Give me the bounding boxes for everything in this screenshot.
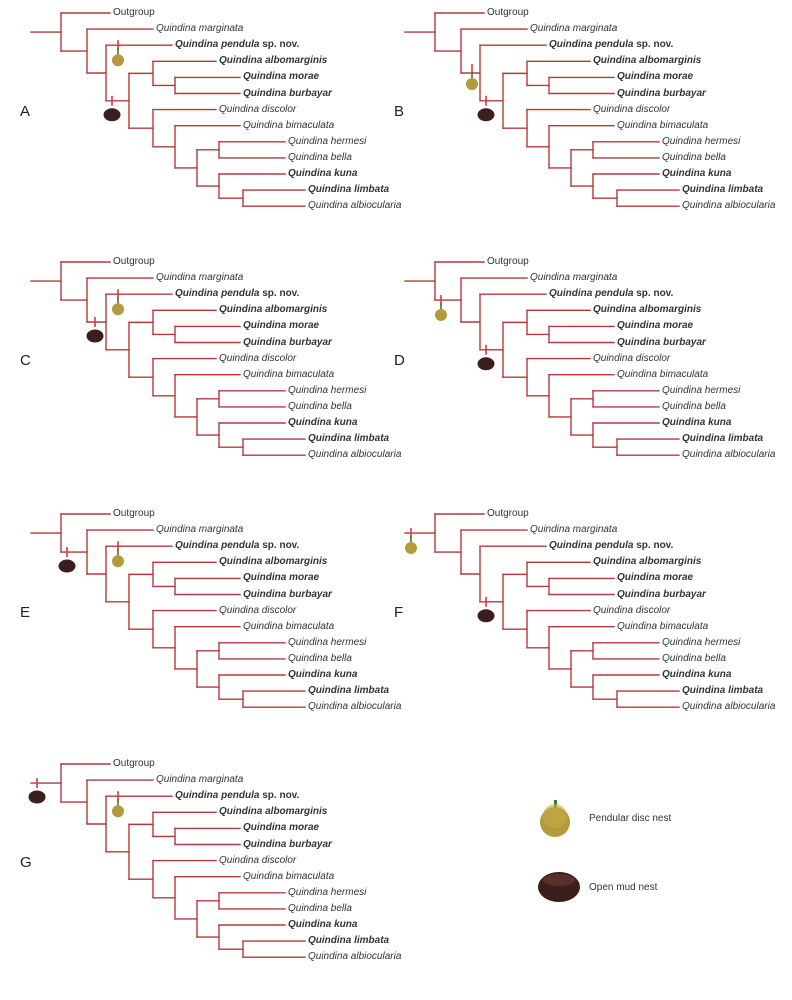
taxon-label: Quindina discolor	[219, 604, 297, 616]
taxon-name: Quindina burbayar	[617, 87, 706, 99]
taxon-label: Quindina albiocularia	[308, 701, 402, 713]
tree-panel-g	[20, 758, 433, 1000]
taxon-label: Outgroup	[487, 7, 529, 18]
taxon-label: Quindina marginata	[156, 774, 244, 786]
taxon-label	[549, 540, 673, 552]
taxon-label	[243, 88, 332, 100]
taxon-name: Quindina kuna	[662, 417, 732, 428]
taxon-label	[175, 39, 299, 51]
taxon-label	[175, 540, 299, 552]
open-mud-nest-icon	[478, 108, 495, 121]
taxon-label	[175, 288, 299, 300]
taxon-label: Quindina hermesi	[288, 135, 367, 147]
taxon-label: Quindina hermesi	[662, 636, 741, 648]
pendular-disc-nest-icon	[112, 805, 124, 817]
taxon-name: Quindina limbata	[682, 433, 764, 445]
pendular-disc-nest-icon	[405, 542, 417, 554]
taxon-label	[593, 304, 701, 316]
pendular-disc-nest-icon	[535, 800, 583, 840]
taxon-label: Quindina marginata	[156, 524, 244, 536]
taxon-label	[617, 88, 706, 100]
taxon-name: Quindina burbayar	[243, 838, 332, 850]
taxon-label	[219, 556, 327, 568]
tree-panel-b	[394, 7, 792, 249]
taxon-name: Quindina burbayar	[243, 588, 332, 600]
pendular-disc-nest-marker	[112, 40, 124, 66]
taxon-label: Outgroup	[487, 256, 529, 267]
taxon-label: Quindina discolor	[219, 854, 297, 866]
taxon-label	[175, 790, 299, 802]
pendular-disc-nest-marker	[112, 289, 124, 315]
taxon-label	[617, 572, 693, 584]
legend-label: Pendular disc nest	[589, 813, 672, 824]
open-mud-nest-marker	[87, 317, 104, 343]
taxon-name: Quindina pendula	[549, 39, 634, 51]
taxon-label: Quindina marginata	[530, 23, 618, 35]
pendular-disc-nest-icon	[112, 303, 124, 315]
taxon-name: Quindina albomarginis	[593, 556, 702, 568]
taxon-label	[243, 337, 332, 349]
taxon-label: Outgroup	[487, 508, 529, 519]
open-mud-nest-icon	[29, 791, 46, 804]
pendular-disc-nest-icon	[466, 78, 478, 90]
panel-letter: G	[20, 854, 32, 871]
taxon-label: Outgroup	[113, 508, 155, 519]
taxon-label: Quindina bella	[288, 652, 352, 664]
tree-panel-d	[394, 256, 792, 498]
taxon-name: Quindina kuna	[288, 669, 358, 680]
taxon-name: Quindina albomarginis	[593, 55, 702, 67]
taxon-label: Quindina albiocularia	[308, 449, 402, 461]
taxon-label: Quindina bella	[288, 400, 352, 412]
taxon-label: Quindina hermesi	[662, 384, 741, 396]
taxon-suffix: sp. nov.	[259, 288, 300, 300]
open-mud-nest-icon	[87, 329, 104, 342]
taxon-name: Quindina limbata	[308, 935, 390, 947]
panel-letter: D	[394, 352, 405, 369]
taxon-label: Quindina bimaculata	[243, 870, 335, 882]
taxon-label	[593, 55, 701, 67]
taxon-name: Quindina pendula	[549, 540, 634, 552]
pendular-disc-nest-marker	[112, 791, 124, 817]
panel-letter: B	[394, 103, 405, 120]
taxon-name: Quindina pendula	[549, 288, 634, 300]
taxon-label: Quindina hermesi	[288, 384, 367, 396]
taxon-label	[682, 433, 763, 445]
open-mud-nest-icon	[478, 609, 495, 622]
tree-panel-f	[394, 508, 792, 750]
taxon-label: Quindina hermesi	[288, 636, 367, 648]
taxon-label: Quindina albiocularia	[682, 449, 776, 461]
open-mud-nest-icon	[104, 108, 121, 121]
taxon-name: Quindina limbata	[308, 685, 390, 697]
taxon-label	[617, 320, 693, 332]
pendular-disc-nest-icon	[112, 54, 124, 66]
taxon-suffix: sp. nov.	[633, 540, 674, 552]
taxon-label: Quindina bella	[288, 151, 352, 163]
taxon-name: Quindina kuna	[288, 417, 358, 428]
taxon-name: Quindina limbata	[682, 184, 764, 196]
taxon-label	[549, 288, 673, 300]
taxon-label	[593, 556, 701, 568]
taxon-label	[308, 433, 389, 445]
taxon-label	[617, 589, 706, 601]
taxon-label	[243, 589, 332, 601]
panel-letter: A	[20, 103, 31, 120]
taxon-label: Quindina discolor	[593, 103, 671, 115]
taxon-label: Quindina bimaculata	[243, 620, 335, 632]
panel-letter: E	[20, 604, 31, 621]
taxon-label	[617, 71, 693, 83]
taxon-label	[243, 822, 319, 834]
taxon-label: Quindina hermesi	[288, 886, 367, 898]
panel-letter: F	[394, 604, 404, 621]
taxon-name: Quindina morae	[617, 71, 694, 83]
taxon-name: Quindina morae	[243, 71, 320, 83]
taxon-label: Quindina bimaculata	[243, 119, 335, 131]
taxon-label: Quindina marginata	[530, 524, 618, 536]
taxon-name: Quindina albomarginis	[219, 55, 328, 67]
taxon-label: Quindina marginata	[530, 272, 618, 284]
taxon-label	[308, 184, 389, 196]
taxon-label: Quindina discolor	[219, 352, 297, 364]
taxon-suffix: sp. nov.	[259, 790, 300, 802]
taxon-name: Quindina pendula	[175, 288, 260, 300]
panel-letter: C	[20, 352, 31, 369]
taxon-label	[243, 572, 319, 584]
taxon-suffix: sp. nov.	[259, 39, 300, 51]
taxon-label	[219, 55, 327, 67]
taxon-name: Quindina albomarginis	[593, 304, 702, 316]
taxon-label: Quindina marginata	[156, 23, 244, 35]
taxon-label: Quindina discolor	[593, 352, 671, 364]
pendular-disc-nest-marker	[466, 64, 478, 90]
taxon-name: Quindina limbata	[308, 184, 390, 196]
taxon-label: Quindina bella	[662, 652, 726, 664]
taxon-label: Quindina albiocularia	[682, 701, 776, 713]
taxon-suffix: sp. nov.	[633, 39, 674, 51]
taxon-name: Quindina limbata	[682, 685, 764, 697]
taxon-label	[288, 168, 357, 180]
open-mud-nest-icon	[478, 357, 495, 370]
taxon-name: Quindina kuna	[288, 919, 358, 930]
taxon-name: Quindina kuna	[662, 669, 732, 680]
taxon-name: Quindina morae	[243, 572, 320, 584]
taxon-label	[549, 39, 673, 51]
taxon-name: Quindina albomarginis	[219, 806, 328, 818]
taxon-suffix: sp. nov.	[633, 288, 674, 300]
pendular-disc-nest-icon	[435, 309, 447, 321]
taxon-label	[308, 685, 389, 697]
taxon-name: Quindina albomarginis	[219, 556, 328, 568]
taxon-label	[243, 839, 332, 851]
open-mud-nest-marker	[29, 778, 46, 804]
tree-panel-a	[20, 7, 433, 249]
taxon-label: Quindina hermesi	[662, 135, 741, 147]
taxon-name: Quindina kuna	[288, 168, 358, 179]
taxon-label	[288, 669, 357, 681]
open-mud-nest-icon	[59, 560, 76, 573]
taxon-name: Quindina pendula	[175, 540, 260, 552]
taxon-label: Quindina albiocularia	[682, 200, 776, 212]
legend-label: Open mud nest	[589, 882, 658, 893]
open-mud-nest-icon	[535, 867, 583, 907]
taxon-label: Quindina bella	[662, 400, 726, 412]
taxon-label: Quindina bimaculata	[617, 368, 709, 380]
taxon-name: Quindina limbata	[308, 433, 390, 445]
taxon-label	[243, 320, 319, 332]
taxon-name: Quindina albomarginis	[219, 304, 328, 316]
taxon-label	[243, 71, 319, 83]
taxon-label	[662, 669, 731, 681]
taxon-suffix: sp. nov.	[259, 540, 300, 552]
taxon-label: Quindina bella	[662, 151, 726, 163]
taxon-name: Quindina morae	[617, 320, 694, 332]
taxon-label: Quindina bimaculata	[617, 119, 709, 131]
taxon-label: Quindina bella	[288, 902, 352, 914]
taxon-label: Outgroup	[113, 7, 155, 18]
pendular-disc-nest-icon	[112, 555, 124, 567]
taxon-name: Quindina morae	[243, 320, 320, 332]
taxon-name: Quindina burbayar	[243, 336, 332, 348]
taxon-label: Quindina albiocularia	[308, 951, 402, 963]
taxon-label: Quindina marginata	[156, 272, 244, 284]
taxon-name: Quindina burbayar	[617, 588, 706, 600]
taxon-label: Quindina albiocularia	[308, 200, 402, 212]
tree-panel-c	[20, 256, 433, 498]
taxon-label	[288, 919, 357, 931]
taxon-name: Quindina pendula	[175, 39, 260, 51]
pendular-disc-nest-marker	[435, 295, 447, 321]
taxon-label	[288, 417, 357, 429]
taxon-label	[682, 184, 763, 196]
pendular-disc-nest-marker	[112, 541, 124, 567]
taxon-name: Quindina pendula	[175, 790, 260, 802]
tree-panel-e	[20, 508, 433, 750]
taxon-label: Outgroup	[113, 256, 155, 267]
taxon-label	[662, 168, 731, 180]
taxon-label	[682, 685, 763, 697]
taxon-name: Quindina burbayar	[243, 87, 332, 99]
taxon-name: Quindina burbayar	[617, 336, 706, 348]
taxon-label	[662, 417, 731, 429]
taxon-name: Quindina kuna	[662, 168, 732, 179]
taxon-label	[308, 935, 389, 947]
taxon-label: Outgroup	[113, 758, 155, 769]
taxon-label: Quindina bimaculata	[243, 368, 335, 380]
taxon-label: Quindina discolor	[219, 103, 297, 115]
taxon-label	[219, 304, 327, 316]
taxon-label	[617, 337, 706, 349]
taxon-name: Quindina morae	[243, 822, 320, 834]
taxon-label: Quindina bimaculata	[617, 620, 709, 632]
taxon-label	[219, 806, 327, 818]
taxon-label: Quindina discolor	[593, 604, 671, 616]
taxon-name: Quindina morae	[617, 572, 694, 584]
